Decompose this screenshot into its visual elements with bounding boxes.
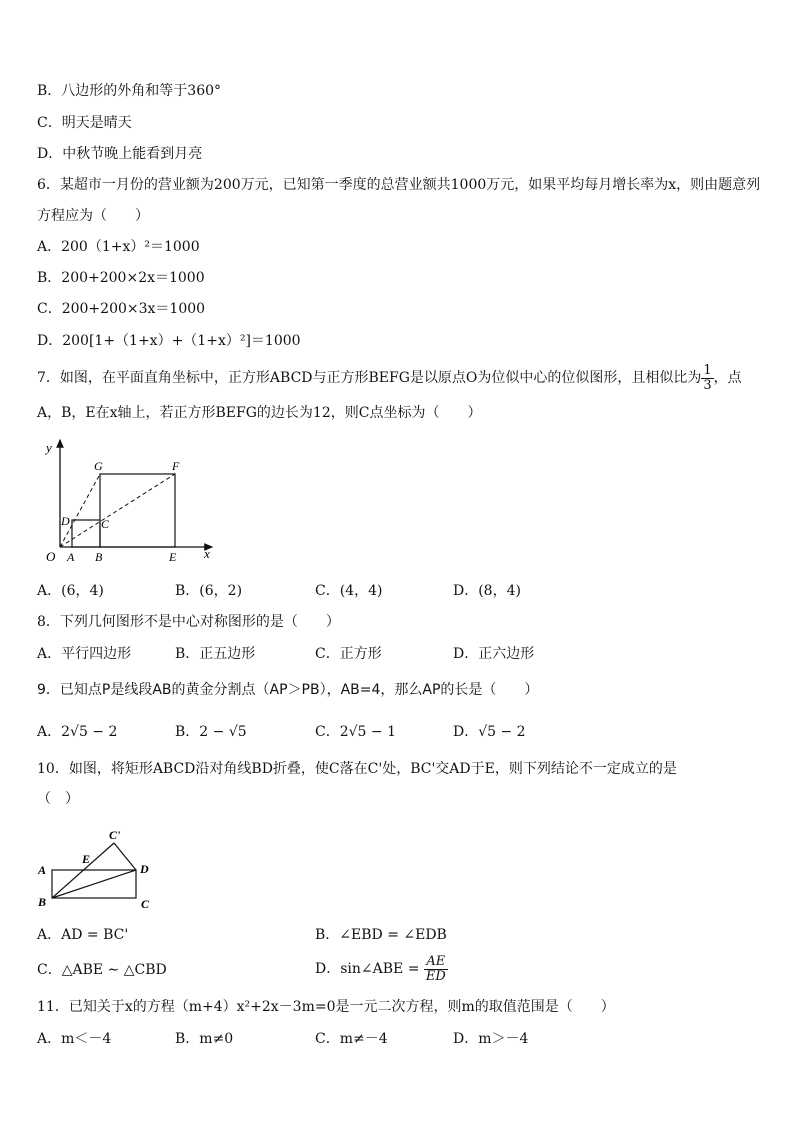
q7-option-d: D．(8，4) <box>453 583 521 599</box>
fig-label-d: D <box>61 514 70 528</box>
fig-label-o: O <box>46 549 56 564</box>
q8-option-b: B．正五边形 <box>175 646 256 662</box>
fig-label-x: x <box>204 546 210 561</box>
q6-option-a: A．200（1+x）²＝1000 <box>37 239 200 255</box>
fig-label-y: y <box>46 440 52 455</box>
q5-option-b: B．八边形的外角和等于360° <box>37 83 222 99</box>
fig-label-c: C <box>101 517 110 531</box>
q7-option-c: C．(4，4) <box>315 583 383 599</box>
q9-option-b: B．2 − √5 <box>175 724 247 740</box>
q7-ratio-fraction <box>701 364 713 393</box>
q7-figure <box>30 432 230 564</box>
q5-option-d: D．中秋节晚上能看到月亮 <box>37 146 203 162</box>
q9-option-a: A．2√5 − 2 <box>37 724 118 740</box>
q11-option-b: B．m≠0 <box>175 1031 234 1047</box>
q8-option-a: A．平行四边形 <box>37 646 132 662</box>
q6-option-b: B．200+200×2x＝1000 <box>37 270 205 286</box>
q10-option-d-prefix: D．sin∠ABE = <box>315 961 420 977</box>
q11-option-c: C．m≠－4 <box>315 1031 388 1047</box>
q10-option-d-num: AE <box>424 955 448 970</box>
q9-option-d: D．√5 − 2 <box>453 724 526 740</box>
fig-label-f: F <box>172 459 180 473</box>
q7-ratio-num: 1 <box>703 362 712 378</box>
q9-stem: 9．已知点P是线段AB的黄金分割点（AP＞PB），AB=4，那么AP的长是（ ） <box>37 682 539 698</box>
fig-label-e: E <box>169 550 177 564</box>
fig-label-c-prime: C' <box>109 828 121 842</box>
q6-stem-line2: 方程应为（ ） <box>37 208 149 224</box>
q8-stem: 8．下列几何图形不是中心对称图形的是（ ） <box>37 614 340 630</box>
diagonal-bd <box>52 870 136 898</box>
q9-option-c: C．2√5 − 1 <box>315 724 396 740</box>
q7-stem-line1 <box>37 360 742 396</box>
fig-label-c: C <box>141 897 150 911</box>
q10-option-a: A．AD = BC' <box>37 927 129 943</box>
q10-stem-line1: 10．如图，将矩形ABCD沿对角线BD折叠，使C落在C'处，BC'交AD于E，则下列结论不一定成立的是 <box>37 761 677 777</box>
q6-stem-line1: 6．某超市一月份的营业额为200万元，已知第一季度的总营业额共1000万元，如果平均每月增长率为x，则由题意列 <box>37 177 761 193</box>
fig-label-a: A <box>38 863 47 877</box>
q10-option-c: C．△ABE ∼ △CBD <box>37 962 167 978</box>
q7-stem-line2: A，B，E在x轴上，若正方形BEFG的边长为12，则C点坐标为（ ） <box>37 405 482 421</box>
q10-option-b: B．∠EBD = ∠EDB <box>315 927 447 943</box>
square-befg <box>100 474 175 547</box>
q8-option-c: C．正方形 <box>315 646 382 662</box>
q10-option-d-fraction <box>424 955 448 984</box>
q5-option-c: C．明天是晴天 <box>37 115 132 131</box>
q11-option-d: D．m＞－4 <box>453 1031 529 1047</box>
q10-option-d <box>315 950 448 988</box>
q10-stem-line2: （ ） <box>37 791 79 807</box>
dashed-line-og <box>60 474 100 547</box>
q7-option-b: B．(6，2) <box>175 583 243 599</box>
fig-label-d: D <box>140 862 149 876</box>
fold-line-c1d <box>114 843 136 870</box>
q6-option-d: D．200[1+（1+x）+（1+x）²]＝1000 <box>37 333 301 349</box>
q7-stem-pre: 7．如图，在平面直角坐标中，正方形ABCD与正方形BEFG是以原点O为位似中心的位似图形，且相似比为 <box>37 370 702 386</box>
fig-label-a: A <box>67 550 75 564</box>
q11-stem: 11．已知关于x的方程（m+4）x²+2x－3m=0是一元二次方程，则m的取值范围是（ ） <box>37 999 615 1015</box>
q11-option-a: A．m＜－4 <box>37 1031 112 1047</box>
fig-label-b: B <box>95 550 103 564</box>
fig-label-b: B <box>38 895 47 909</box>
q7-ratio-den: 3 <box>703 377 712 393</box>
q8-option-d: D．正六边形 <box>453 646 535 662</box>
fig-label-g: G <box>94 459 103 473</box>
q10-option-d-den: ED <box>425 968 446 984</box>
q7-stem-post: ，点 <box>713 370 742 386</box>
q7-option-a: A．(6，4) <box>37 583 104 599</box>
q6-option-c: C．200+200×3x＝1000 <box>37 301 206 317</box>
fig-label-e: E <box>82 852 91 866</box>
q10-figure <box>34 826 164 914</box>
dashed-line-of <box>60 474 175 547</box>
